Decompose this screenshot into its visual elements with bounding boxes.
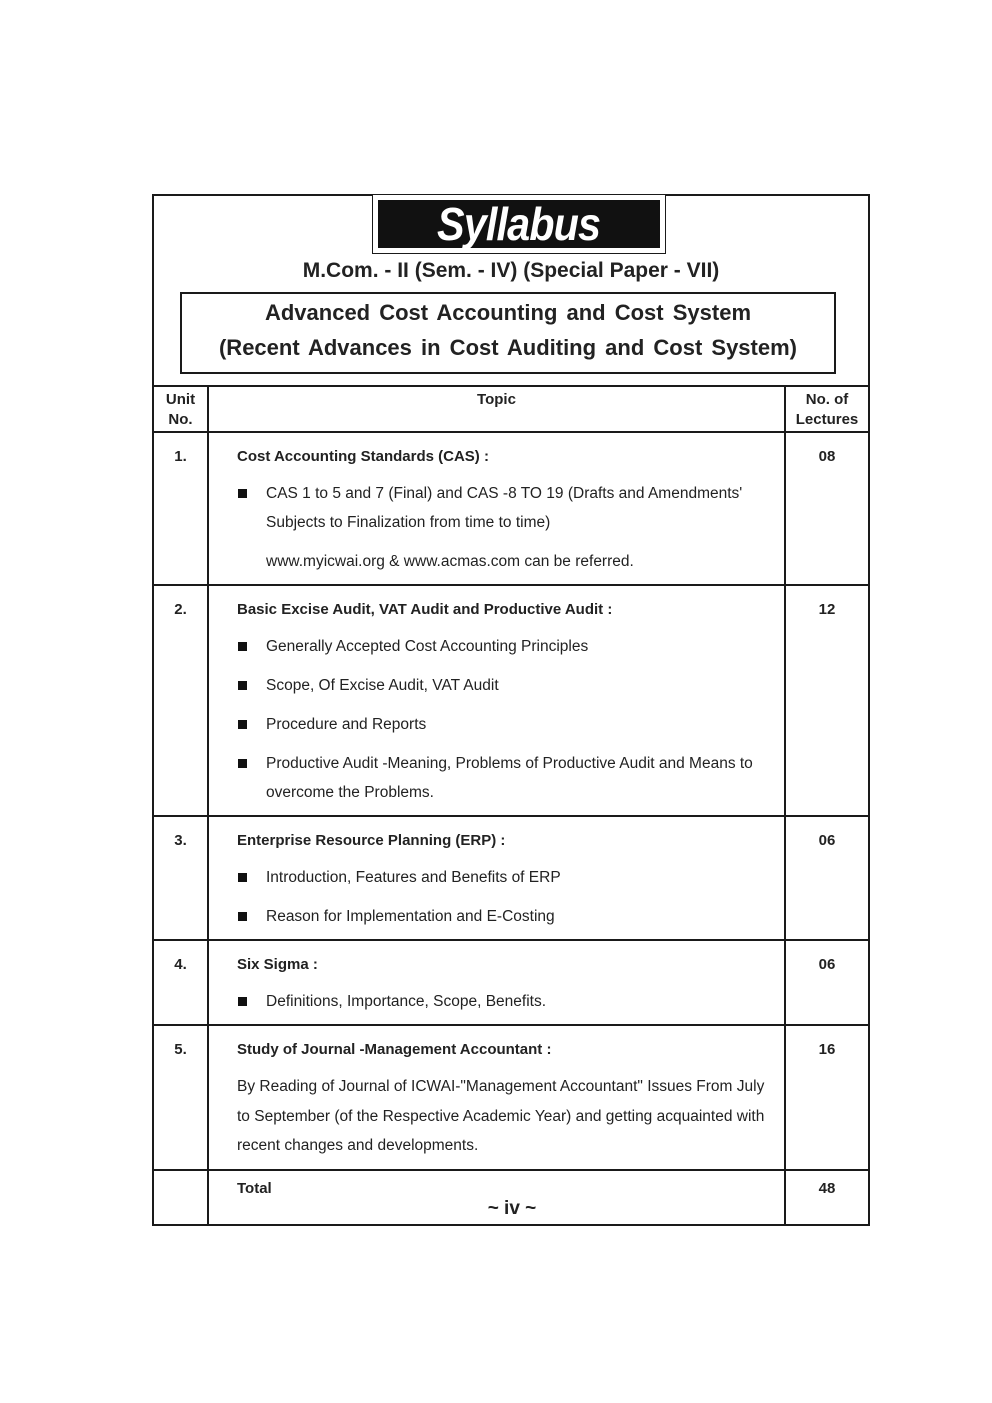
syllabus-frame <box>152 194 870 1226</box>
unit-number: 1. <box>154 432 208 585</box>
topic-cell <box>208 1025 785 1170</box>
course-subtitle: M.Com. - II (Sem. - IV) (Special Paper - VII) <box>302 259 720 282</box>
list-item-text: CAS 1 to 5 and 7 (Final) and CAS -8 TO 19 (Drafts and Amendments' Subjects to Finalization from time to time) <box>266 485 743 531</box>
unit-heading: Basic Excise Audit, VAT Audit and Productive Audit : <box>237 601 613 618</box>
syllabus-header <box>154 196 868 387</box>
paper-subtitle: (Recent Advances in Cost Auditing and Cost System) <box>218 335 797 360</box>
list-item-text: Scope, Of Excise Audit, VAT Audit <box>266 677 499 694</box>
lecture-count: 16 <box>785 1025 868 1170</box>
lecture-count: 08 <box>785 432 868 585</box>
list-item <box>237 671 778 700</box>
reference-note: www.myicwai.org & www.acmas.com can be referred. <box>266 553 634 570</box>
list-item-text: Definitions, Importance, Scope, Benefits. <box>266 993 547 1010</box>
list-item-text: Procedure and Reports <box>266 716 427 733</box>
list-item-text: Reason for Implementation and E-Costing <box>266 908 555 925</box>
unit-number: 5. <box>154 1025 208 1170</box>
list-item-text: Introduction, Features and Benefits of ERP <box>266 869 561 886</box>
header-unit: Unit No. <box>154 387 208 432</box>
square-bullet-icon <box>238 873 247 882</box>
list-item <box>237 710 778 739</box>
syllabus-badge <box>372 194 666 254</box>
list-item <box>237 987 778 1016</box>
lecture-count: 12 <box>785 585 868 816</box>
lecture-count: 06 <box>785 816 868 940</box>
paper-title-box <box>180 292 836 374</box>
total-lectures: 48 <box>785 1170 868 1224</box>
list-item-text: Productive Audit -Meaning, Problems of Productive Audit and Means to overcome the Problems. <box>266 755 753 801</box>
page-number: ~ iv ~ <box>487 1198 537 1219</box>
square-bullet-icon <box>238 489 247 498</box>
table-row <box>154 432 868 585</box>
lecture-count: 06 <box>785 940 868 1025</box>
unit-number: 2. <box>154 585 208 816</box>
topic-cell <box>208 585 785 816</box>
list-item-text: Generally Accepted Cost Accounting Principles <box>266 638 589 655</box>
table-row <box>154 1025 868 1170</box>
unit-number: 3. <box>154 816 208 940</box>
unit-heading: Enterprise Resource Planning (ERP) : <box>237 832 506 849</box>
unit-number: 4. <box>154 940 208 1025</box>
unit-description: By Reading of Journal of ICWAI-"Management Accountant" Issues From July to September (of the Respective Academic Year) and getting acquainted with recent changes and developments. <box>237 1078 765 1154</box>
square-bullet-icon <box>238 681 247 690</box>
topic-cell <box>208 940 785 1025</box>
list-item <box>237 902 778 931</box>
unit-heading: Study of Journal -Management Accountant : <box>237 1041 552 1058</box>
square-bullet-icon <box>238 720 247 729</box>
square-bullet-icon <box>238 997 247 1006</box>
paper-title: Advanced Cost Accounting and Cost System <box>264 300 752 325</box>
square-bullet-icon <box>238 759 247 768</box>
unit-heading: Cost Accounting Standards (CAS) : <box>237 448 489 465</box>
topic-cell <box>208 432 785 585</box>
unit-heading: Six Sigma : <box>237 956 318 973</box>
table-row <box>154 585 868 816</box>
total-label: Total <box>237 1179 272 1197</box>
list-item <box>237 632 778 661</box>
table-row <box>154 940 868 1025</box>
syllabus-table <box>154 387 868 1224</box>
square-bullet-icon <box>238 642 247 651</box>
syllabus-badge-text: Syllabus <box>437 198 601 250</box>
header-topic: Topic <box>208 387 785 432</box>
list-item <box>237 749 778 807</box>
square-bullet-icon <box>238 912 247 921</box>
header-lectures: No. of Lectures <box>785 387 868 432</box>
topic-cell <box>208 816 785 940</box>
list-item <box>237 863 778 892</box>
table-header-row <box>154 387 868 432</box>
list-item <box>237 479 778 537</box>
table-row <box>154 816 868 940</box>
